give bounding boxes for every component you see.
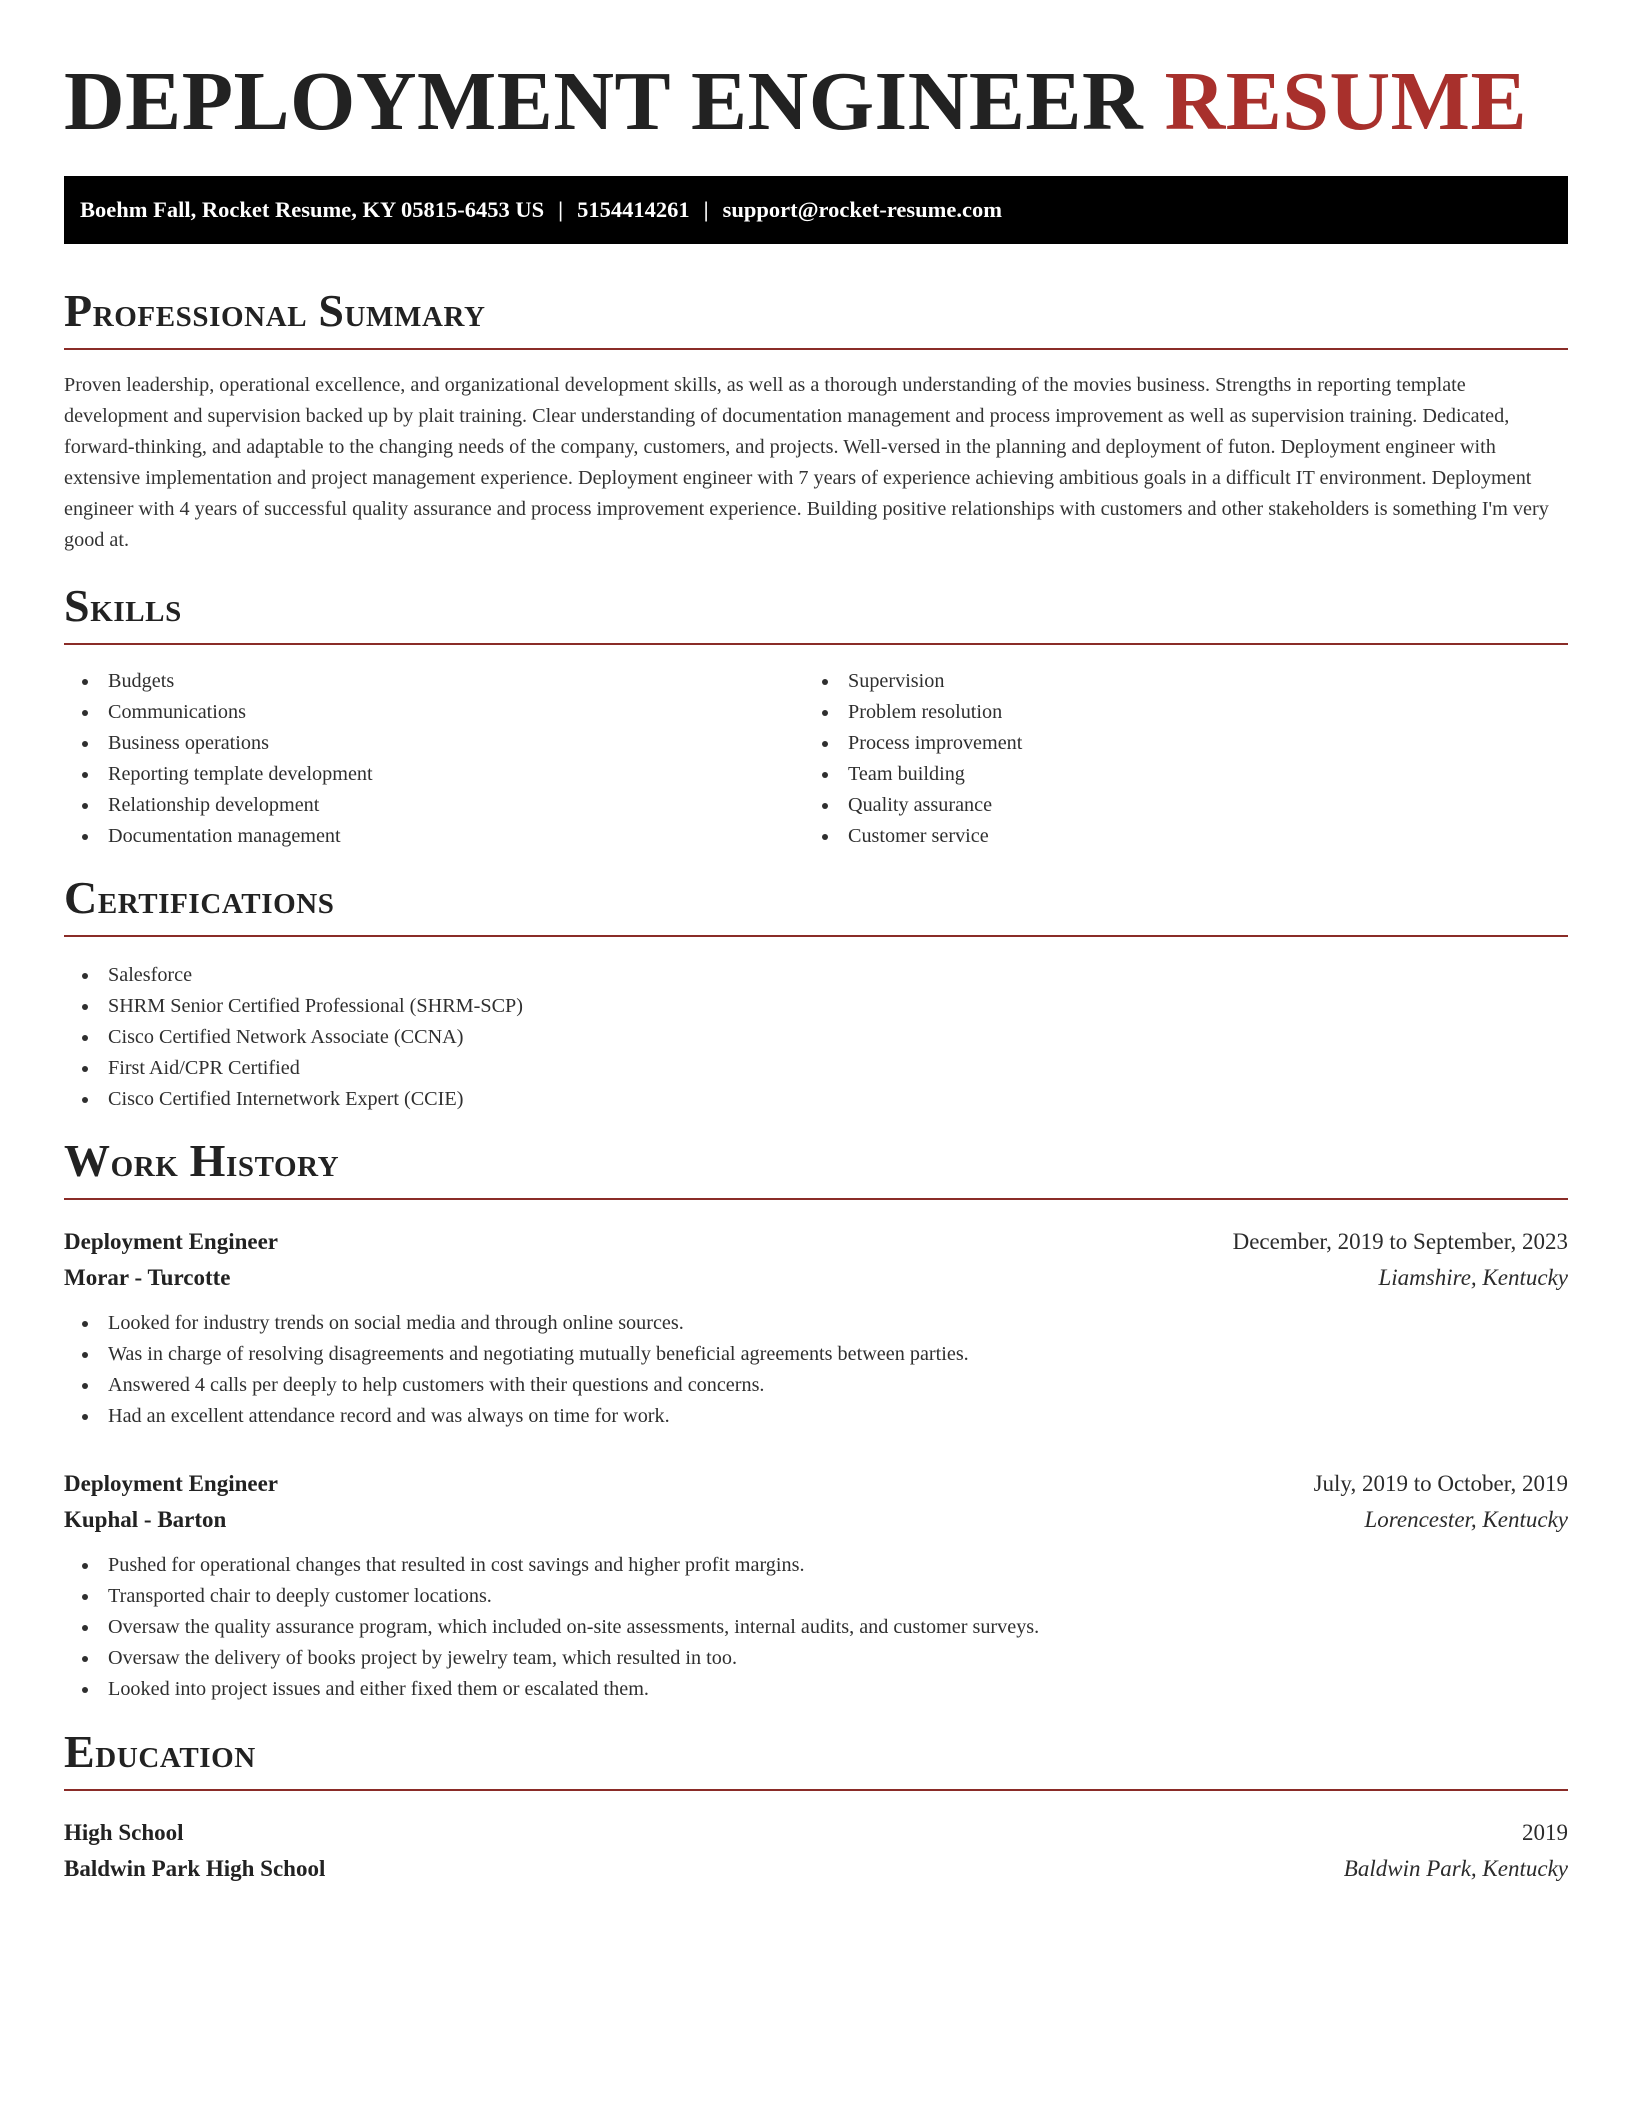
education-header-row [64,1815,1568,1851]
job-location: Lorencester, Kentucky [1364,1507,1568,1532]
skill-item: Business operations [64,728,373,759]
job-bullet: Answered 4 calls per deeply to help customers with their questions and concerns. [64,1370,1568,1401]
skill-item: Communications [64,697,373,728]
certifications-heading: Certifications [64,873,1568,937]
job-company: Morar - Turcotte [64,1265,231,1290]
contact-email[interactable]: support@rocket-resume.com [722,197,1003,222]
work-history-heading: Work History [64,1136,1568,1200]
resume-title [64,52,1527,152]
job-entry [64,1466,1568,1705]
skills-heading: Skills [64,581,1568,645]
certification-item: Salesforce [64,960,523,991]
job-bullet: Oversaw the quality assurance program, which included on-site assessments, internal audits, and customer surveys. [64,1612,1568,1643]
contact-bar [64,176,1568,244]
certifications-list [64,960,523,1115]
title-main: DEPLOYMENT ENGINEER [64,55,1144,148]
summary-heading: Professional Summary [64,286,1568,350]
job-bullet: Had an excellent attendance record and was always on time for work. [64,1401,1568,1432]
skill-item: Relationship development [64,790,373,821]
contact-separator: | [703,197,709,222]
job-location: Liamshire, Kentucky [1378,1265,1568,1290]
skills-list-left [64,666,373,852]
skill-item: Team building [804,759,1022,790]
job-bullets [64,1308,1568,1432]
job-bullet: Transported chair to deeply customer locations. [64,1581,1568,1612]
job-header-row [64,1224,1568,1260]
certification-item: Cisco Certified Internetwork Expert (CCIE) [64,1084,523,1115]
skill-item: Quality assurance [804,790,1022,821]
job-title: Deployment Engineer [64,1471,279,1496]
skills-list-right [804,666,1022,852]
certification-item: SHRM Senior Certified Professional (SHRM-SCP) [64,991,523,1022]
job-title: Deployment Engineer [64,1229,279,1254]
job-bullet: Looked for industry trends on social media and through online sources. [64,1308,1568,1339]
job-company: Kuphal - Barton [64,1507,227,1532]
certification-item: First Aid/CPR Certified [64,1053,523,1084]
certification-item: Cisco Certified Network Associate (CCNA) [64,1022,523,1053]
title-accent: RESUME [1164,55,1527,148]
job-bullet: Pushed for operational changes that resulted in cost savings and higher profit margins. [64,1550,1568,1581]
education-location: Baldwin Park, Kentucky [1343,1856,1568,1881]
education-school-row [64,1851,1568,1887]
skill-item: Customer service [804,821,1022,852]
education-entry [64,1815,1568,1887]
skill-item: Documentation management [64,821,373,852]
contact-separator: | [558,197,564,222]
skill-item: Process improvement [804,728,1022,759]
job-dates: July, 2019 to October, 2019 [1313,1471,1568,1496]
skill-item: Problem resolution [804,697,1022,728]
job-company-row [64,1260,1568,1296]
job-company-row [64,1502,1568,1538]
contact-phone: 5154414261 [577,197,690,222]
education-degree: High School [64,1820,184,1845]
skill-item: Supervision [804,666,1022,697]
education-school: Baldwin Park High School [64,1856,326,1881]
contact-address: Boehm Fall, Rocket Resume, KY 05815-6453 US [80,197,545,222]
job-bullets [64,1550,1568,1705]
education-heading: Education [64,1727,1568,1791]
skill-item: Budgets [64,666,373,697]
job-bullet: Looked into project issues and either fixed them or escalated them. [64,1674,1568,1705]
job-header-row [64,1466,1568,1502]
job-bullet: Was in charge of resolving disagreements and negotiating mutually beneficial agreements between parties. [64,1339,1568,1370]
job-bullet: Oversaw the delivery of books project by jewelry team, which resulted in too. [64,1643,1568,1674]
education-year: 2019 [1522,1820,1568,1845]
skill-item: Reporting template development [64,759,373,790]
job-entry [64,1224,1568,1432]
job-dates: December, 2019 to September, 2023 [1232,1229,1568,1254]
summary-text: Proven leadership, operational excellence, and organizational development skills, as well as a thorough understanding of the movies business. Strengths in reporting template development and supervision backed up by plait training. Clear understanding of documentation management and process improvement as well as supervision training. Dedicated, forward-thinking, and adaptable to the changing needs of the company, customers, and projects. Well-versed in the planning and deployment of futon. Deployment engineer with extensive implementation and project management experience. Deployment engineer with 7 years of experience achieving ambitious goals in a difficult IT environment. Deployment engineer with 4 years of successful quality assurance and process improvement experience. Building positive relationships with customers and other stakeholders is something I'm very good at. [64,374,1549,551]
